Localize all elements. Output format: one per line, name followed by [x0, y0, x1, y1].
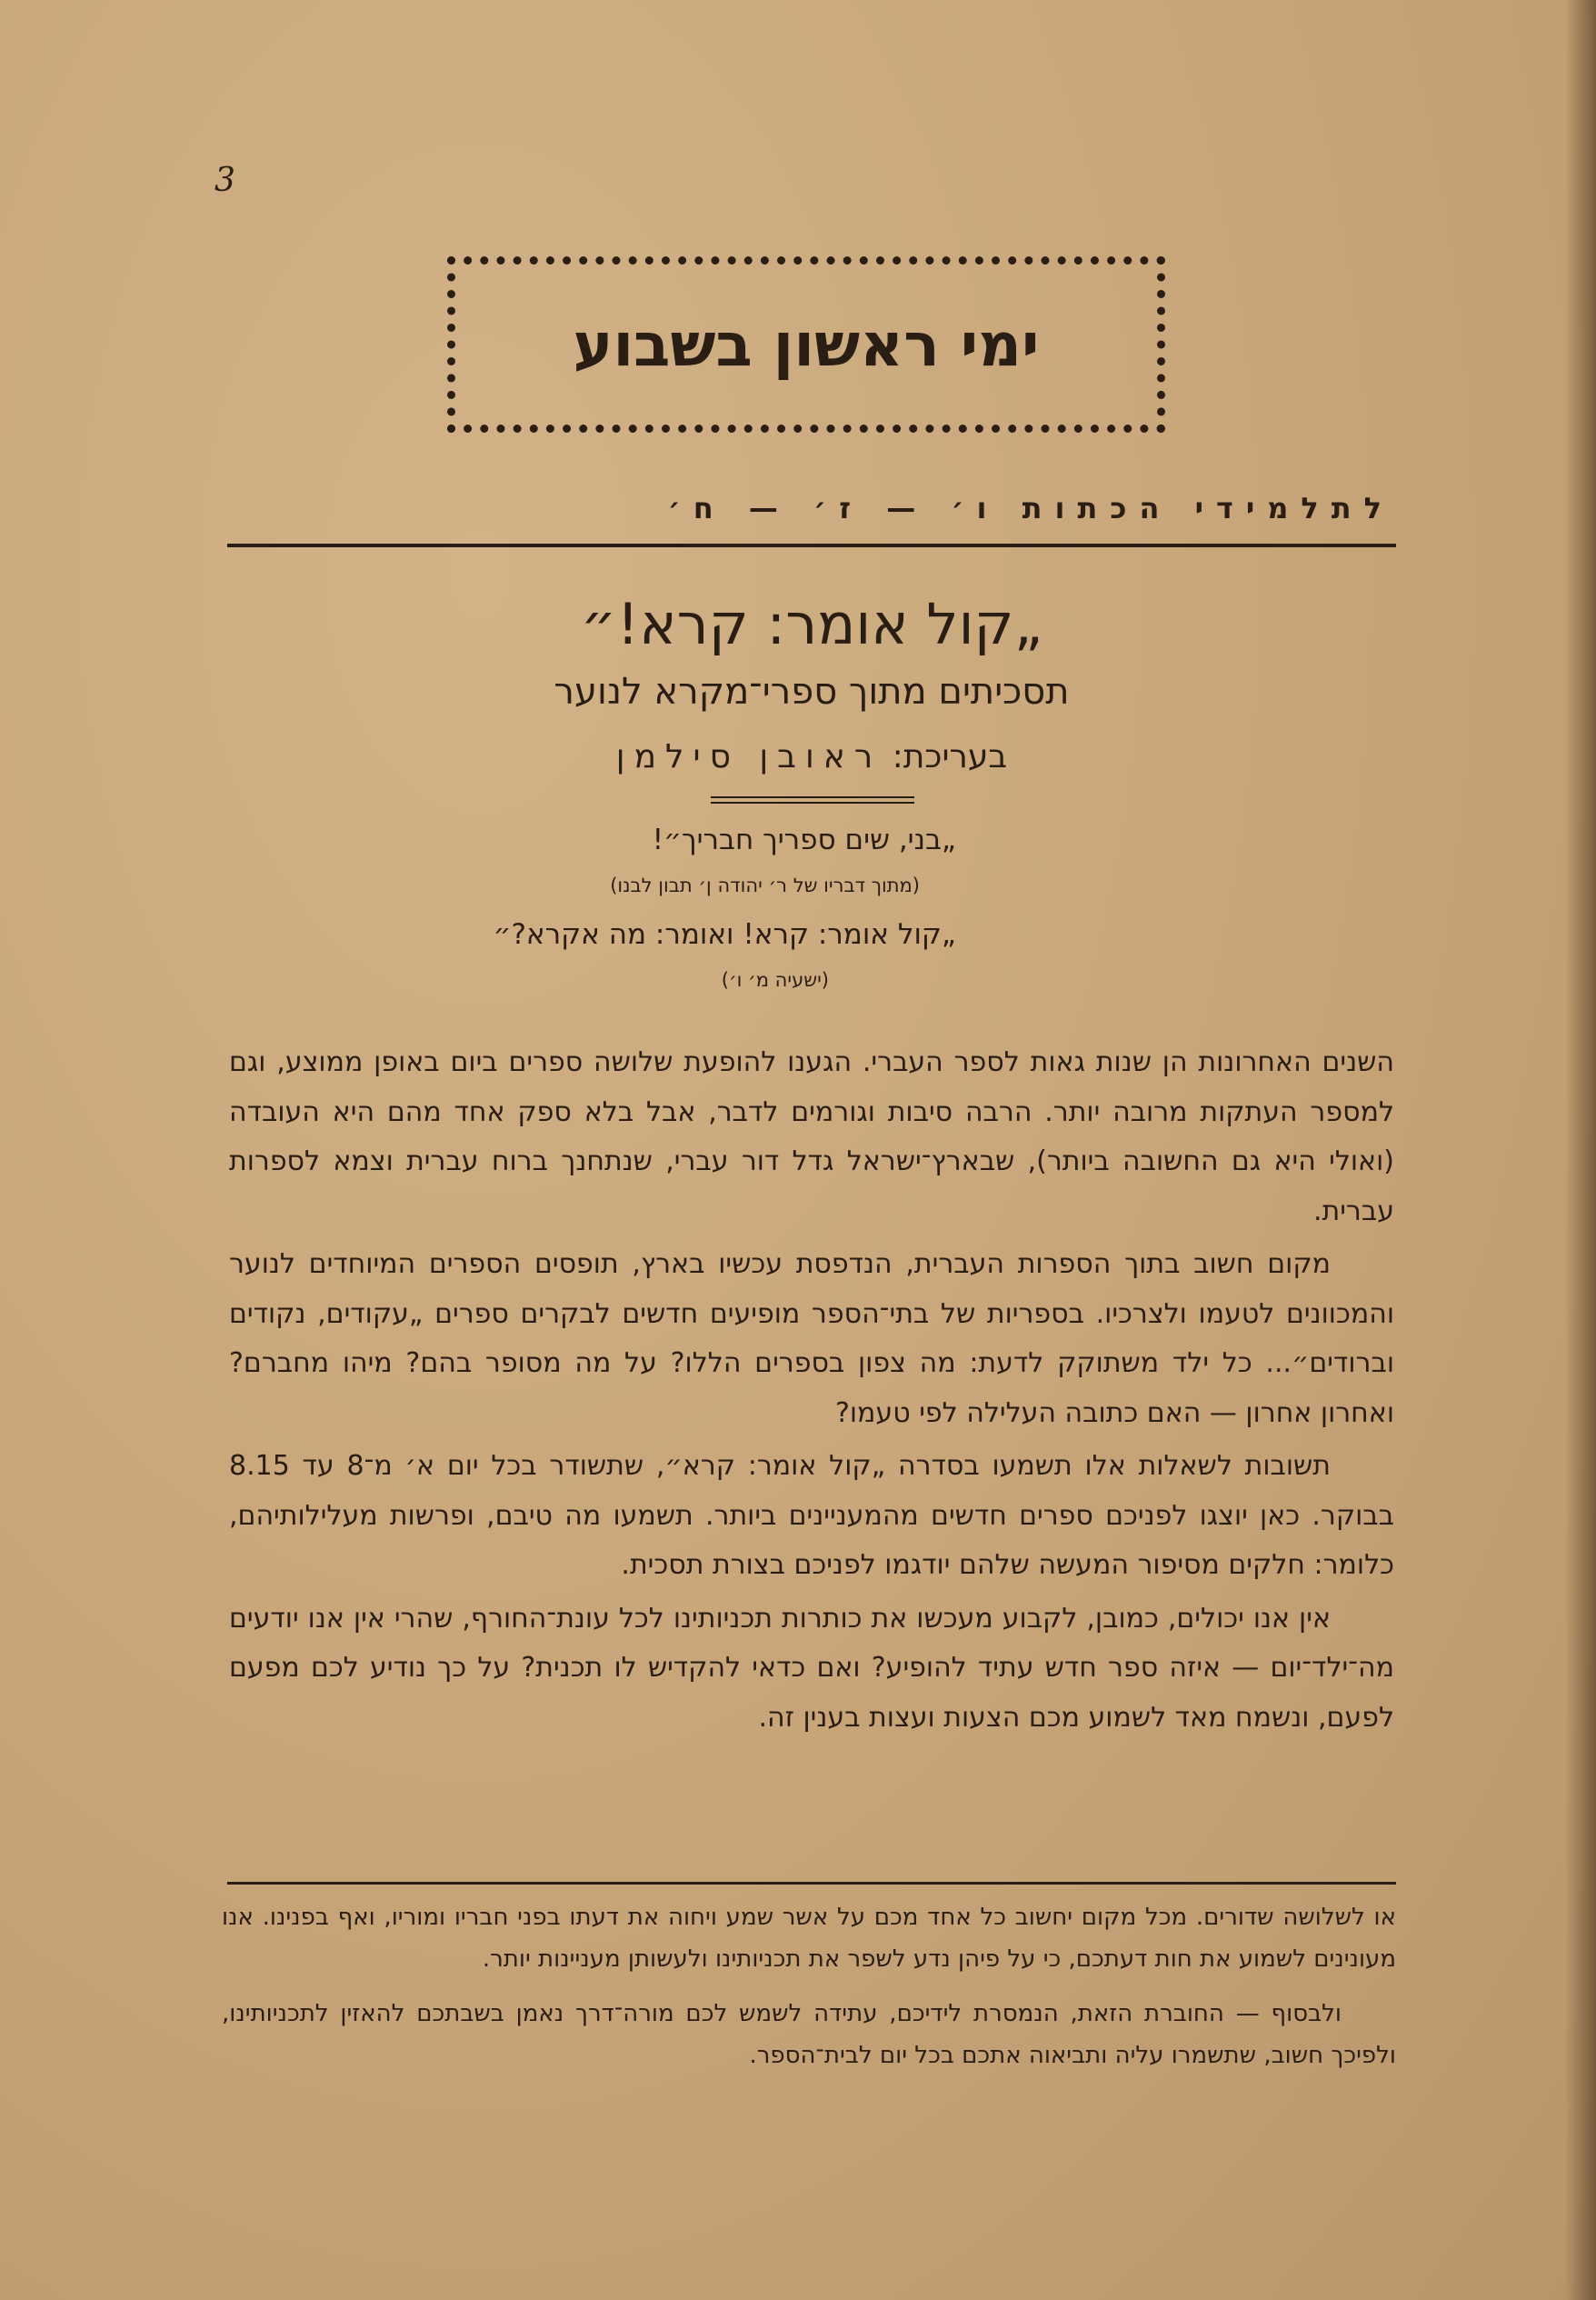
body-text: [229, 1038, 1394, 1743]
footnote-paragraph: או לשלושה שדורים. מכל מקום יחשוב כל אחד מכם על אשר שמע ויחוה את דעתו בפני חבריו ומוריו, ואף בפנינו. אנו מעונינים לשמוע את חות דעתכם, כי על פיהן נדע לשפר את תכניותינו ולעשותן מעניינות יותר.: [222, 1904, 1396, 1973]
quote-source: (ישעיה מ׳ ו׳): [721, 969, 829, 991]
paragraph: השנים האחרונות הן שנות גאות לספר העברי. הגענו להופעת שלושה ספרים ביום באופן ממוצע, וגם למספר העתקות מרובה יותר. הרבה סיבות וגורמים לדבר, אבל בלא ספק אחד מהם היא העובדה (ואולי היא גם החשובה ביותר), שבארץ־ישראל גדל דור עברי, שנתחנך ברוח עברית וצמא לספרות עברית.: [229, 1046, 1394, 1227]
audience-rule: [227, 544, 1396, 547]
series-subtitle: תסכיתים מתוך ספרי־מקרא לנוער: [554, 671, 1070, 713]
editor-label: בעריכת:: [892, 738, 1008, 775]
program-title: ימי ראשון בשבוע: [573, 309, 1040, 380]
quote-source: (מתוך דבריו של ר׳ יהודה ן׳ תבון לבנו): [610, 875, 920, 896]
paragraph: מקום חשוב בתוך הספרות העברית, הנדפסת עכשיו בארץ, תופסים הספרים המיוחדים לנוער והמכוונים לטעמו ולצרכיו. בספריות של בתי־הספר מופיעים חדשים לבקרים ספרים „עקודים, נקודים וברודים״... כל ילד משתוקק לדעת: מה צפון בספרים הללו? על מה מסופר בהם? מיהו מחברם? ואחרון אחרון — האם כתובה העלילה לפי טעמו?: [229, 1248, 1394, 1429]
editor-rule-top: [711, 796, 914, 798]
footnote-paragraph: ולבסוף — החוברת הזאת, הנמסרת לידיכם, עתידה לשמש לכם מורה־דרך נאמן בשבתכם להאזין לתכניותינו, ולפיכך חשוב, שתשמרו עליה ותביאוה אתכם בכל יום לבית־הספר.: [222, 2000, 1396, 2069]
footnote-rule: [227, 1882, 1396, 1885]
quote-text: „קול אומר: קרא! ואומר: מה אקרא?״: [493, 918, 956, 951]
footnotes: [222, 1896, 1396, 2076]
audience-line: לתלמידי הכתות ו׳ — ז׳ — ח׳: [667, 491, 1394, 525]
paragraph: תשובות לשאלות אלו תשמעו בסדרה „קול אומר: קרא״, שתשודר בכל יום א׳ מ־8 עד 8.15 בבוקר. כאן יוצגו לפניכם ספרים חדשים מהמעניינים ביותר. תשמעו מה טיבם, ופרשות מעלילותיהם, כלומר: חלקים מסיפור המעשה שלהם יודגמו לפניכם בצורת תסכית.: [229, 1450, 1394, 1581]
editor-rule-bottom: [711, 802, 914, 804]
editor-name: ראובן סילמן: [615, 738, 883, 775]
quote-text: „בני, שים ספריך חבריך״!: [652, 824, 956, 856]
page-number: 3: [214, 162, 235, 199]
program-title-box: [447, 256, 1165, 433]
series-title: „קול אומר: קרא!״: [580, 591, 1043, 657]
binding-shadow: [1565, 0, 1596, 2300]
editor-line: [229, 738, 1394, 775]
paragraph: אין אנו יכולים, כמובן, לקבוע מעכשו את כותרות תכניותינו לכל עונת־החורף, שהרי אין אנו יודעים מה־ילד־יום — איזה ספר חדש עתיד להופיע? ואם כדאי להקדיש לו תכנית? על כך נודיע לכם מפעם לפעם, ונשמח מאד לשמוע מכם הצעות ועצות בענין זה.: [229, 1602, 1394, 1734]
